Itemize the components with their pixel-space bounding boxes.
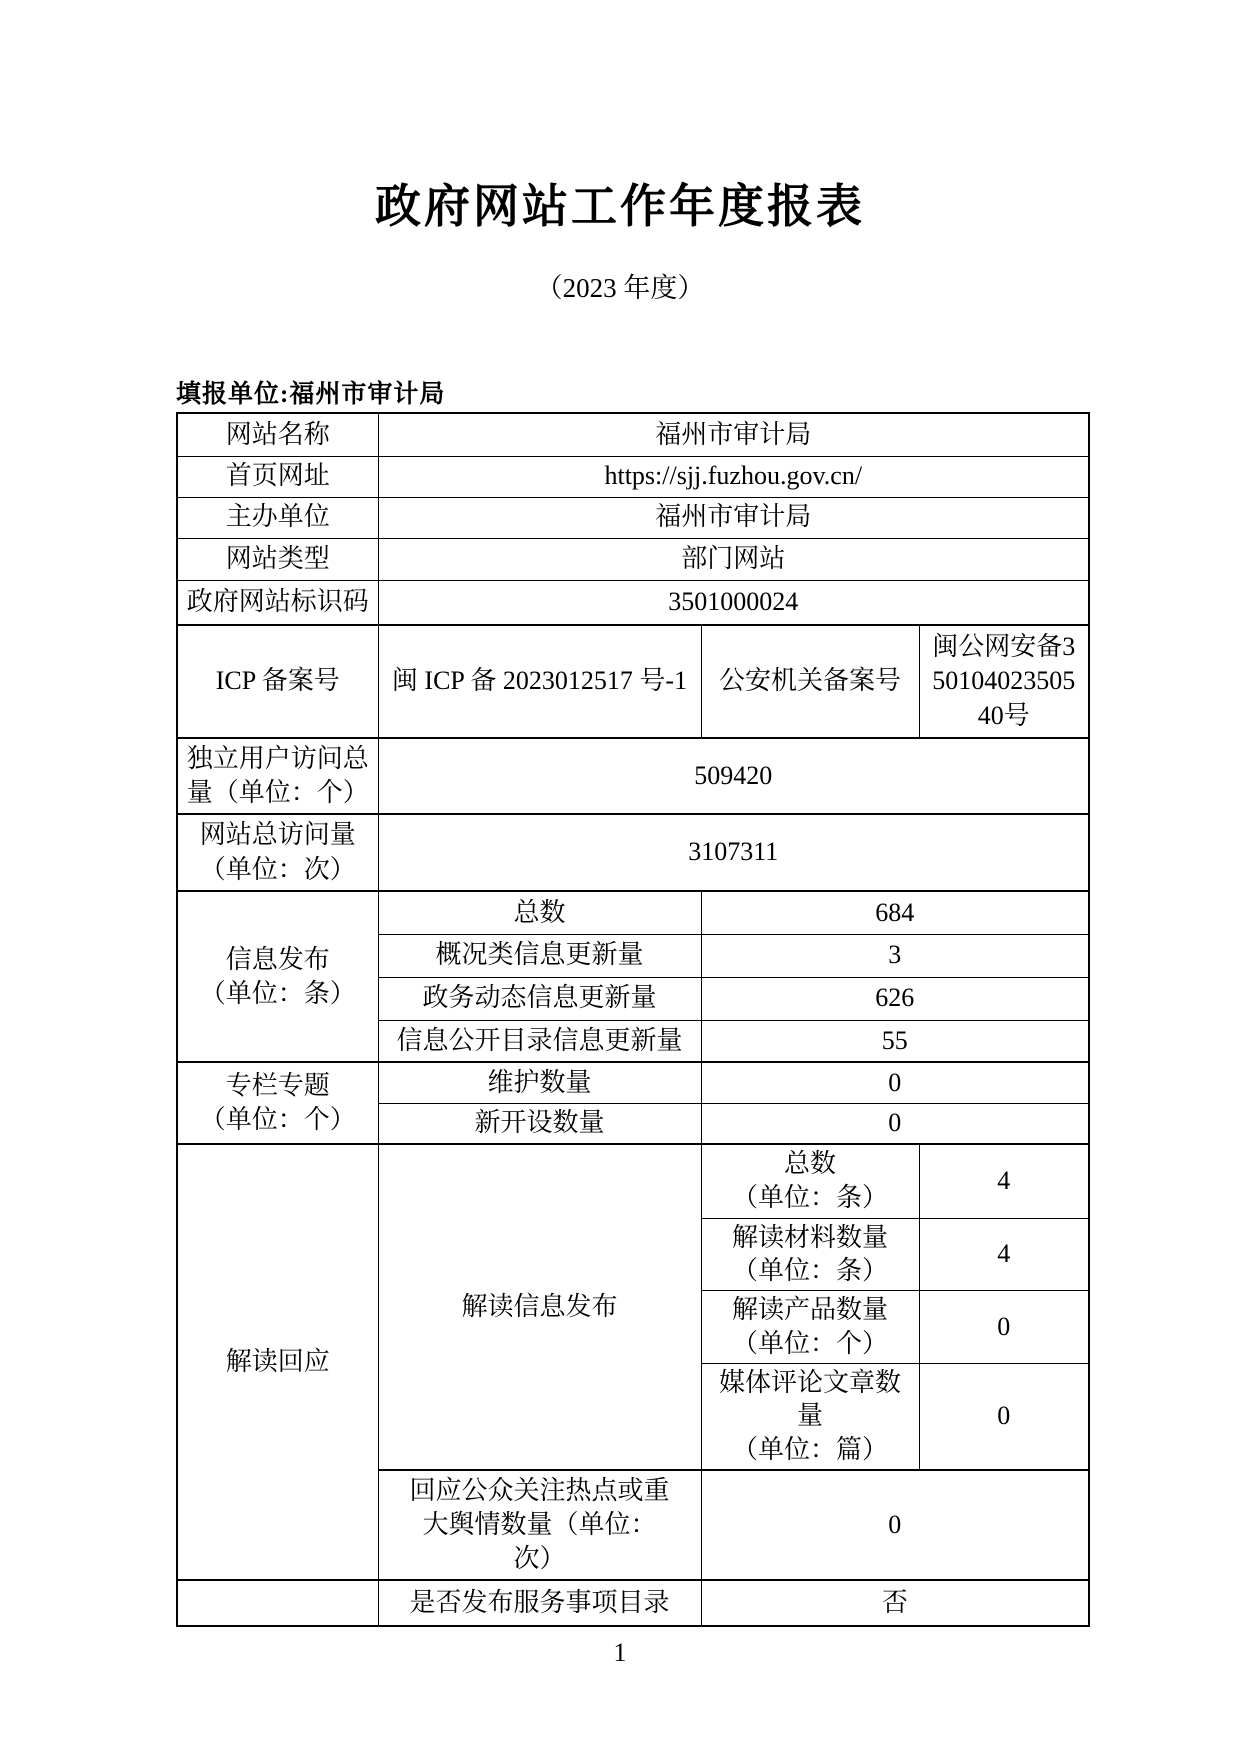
organizer-value: 福州市审计局 [378,497,1089,538]
site-type-label: 网站类型 [177,538,378,580]
page-title: 政府网站工作年度报表 [375,180,865,232]
total-visits-value: 3107311 [378,814,1089,891]
special-columns-label: 专栏专题 [225,1071,330,1101]
icp-value: 闽 ICP 备 2023012517 号-1 [378,625,701,738]
site-code-value: 3501000024 [378,580,1089,625]
table-row [177,625,1089,738]
maintained-count-label: 维护数量 [378,1062,701,1103]
report-table [176,412,1090,1627]
site-name-value: 福州市审计局 [378,413,1089,456]
site-name-label: 网站名称 [177,413,378,456]
special-columns-unit: （单位：个） [199,1105,356,1134]
info-gov-news-value: 626 [701,977,1089,1020]
unique-visitors-value: 509420 [378,738,1089,814]
table-row [177,538,1089,580]
table-row [177,738,1089,814]
interp-product-label: 解读产品数量 （单位：个） [701,1291,919,1364]
homepage-value: https://sjj.fuzhou.gov.cn/ [378,456,1089,497]
interp-material-value: 4 [919,1218,1089,1291]
table-row [177,456,1089,497]
interpretation-header: 解读回应 [177,1144,378,1580]
interp-media-label: 媒体评论文章数量 （单位：篇） [701,1363,919,1470]
table-row [177,1062,1089,1103]
info-catalog-label: 信息公开目录信息更新量 [378,1020,701,1062]
info-release-unit: （单位：条） [199,978,356,1008]
info-release-header [177,891,378,1062]
info-release-label: 信息发布 [225,944,330,974]
interp-total-label: 总数 （单位：条） [701,1144,919,1218]
interp-material-label: 解读材料数量 （单位：条） [701,1218,919,1291]
interpretation-release-label: 解读信息发布 [378,1144,701,1470]
interp-product-value: 0 [919,1291,1089,1364]
table-row [177,1144,1089,1218]
info-total-value: 684 [701,891,1089,934]
police-record-value: 闽公网安备35010402350540号 [919,625,1089,738]
page-subtitle: （2023 年度） [535,273,705,303]
table-row [177,413,1089,456]
unique-visitors-label: 独立用户访问总量（单位：个） [177,738,378,814]
table-row [177,891,1089,934]
table-row [177,1580,1089,1626]
new-count-value: 0 [701,1103,1089,1144]
icp-label: ICP 备案号 [177,625,378,738]
new-count-label: 新开设数量 [378,1103,701,1144]
interp-media-value: 0 [919,1363,1089,1470]
site-code-label: 政府网站标识码 [177,580,378,625]
info-total-label: 总数 [378,891,701,934]
info-overview-value: 3 [701,934,1089,977]
maintained-count-value: 0 [701,1062,1089,1103]
interp-total-value: 4 [919,1144,1089,1218]
empty-cell [177,1580,378,1626]
info-catalog-value: 55 [701,1020,1089,1062]
service-catalog-label: 是否发布服务事项目录 [378,1580,701,1626]
organizer-label: 主办单位 [177,497,378,538]
service-catalog-value: 否 [701,1580,1089,1626]
info-gov-news-label: 政务动态信息更新量 [378,977,701,1020]
homepage-label: 首页网址 [177,456,378,497]
table-row [177,497,1089,538]
special-columns-header [177,1062,378,1144]
reporting-unit: 填报单位:福州市审计局 [176,381,446,408]
response-value: 0 [701,1470,1089,1580]
page-number: 1 [613,1638,627,1667]
table-row [177,814,1089,891]
police-record-label: 公安机关备案号 [701,625,919,738]
info-overview-label: 概况类信息更新量 [378,934,701,977]
response-label: 回应公众关注热点或重大舆情数量（单位：次） [378,1470,701,1580]
site-type-value: 部门网站 [378,538,1089,580]
total-visits-label: 网站总访问量 （单位：次） [177,814,378,891]
table-row [177,580,1089,625]
